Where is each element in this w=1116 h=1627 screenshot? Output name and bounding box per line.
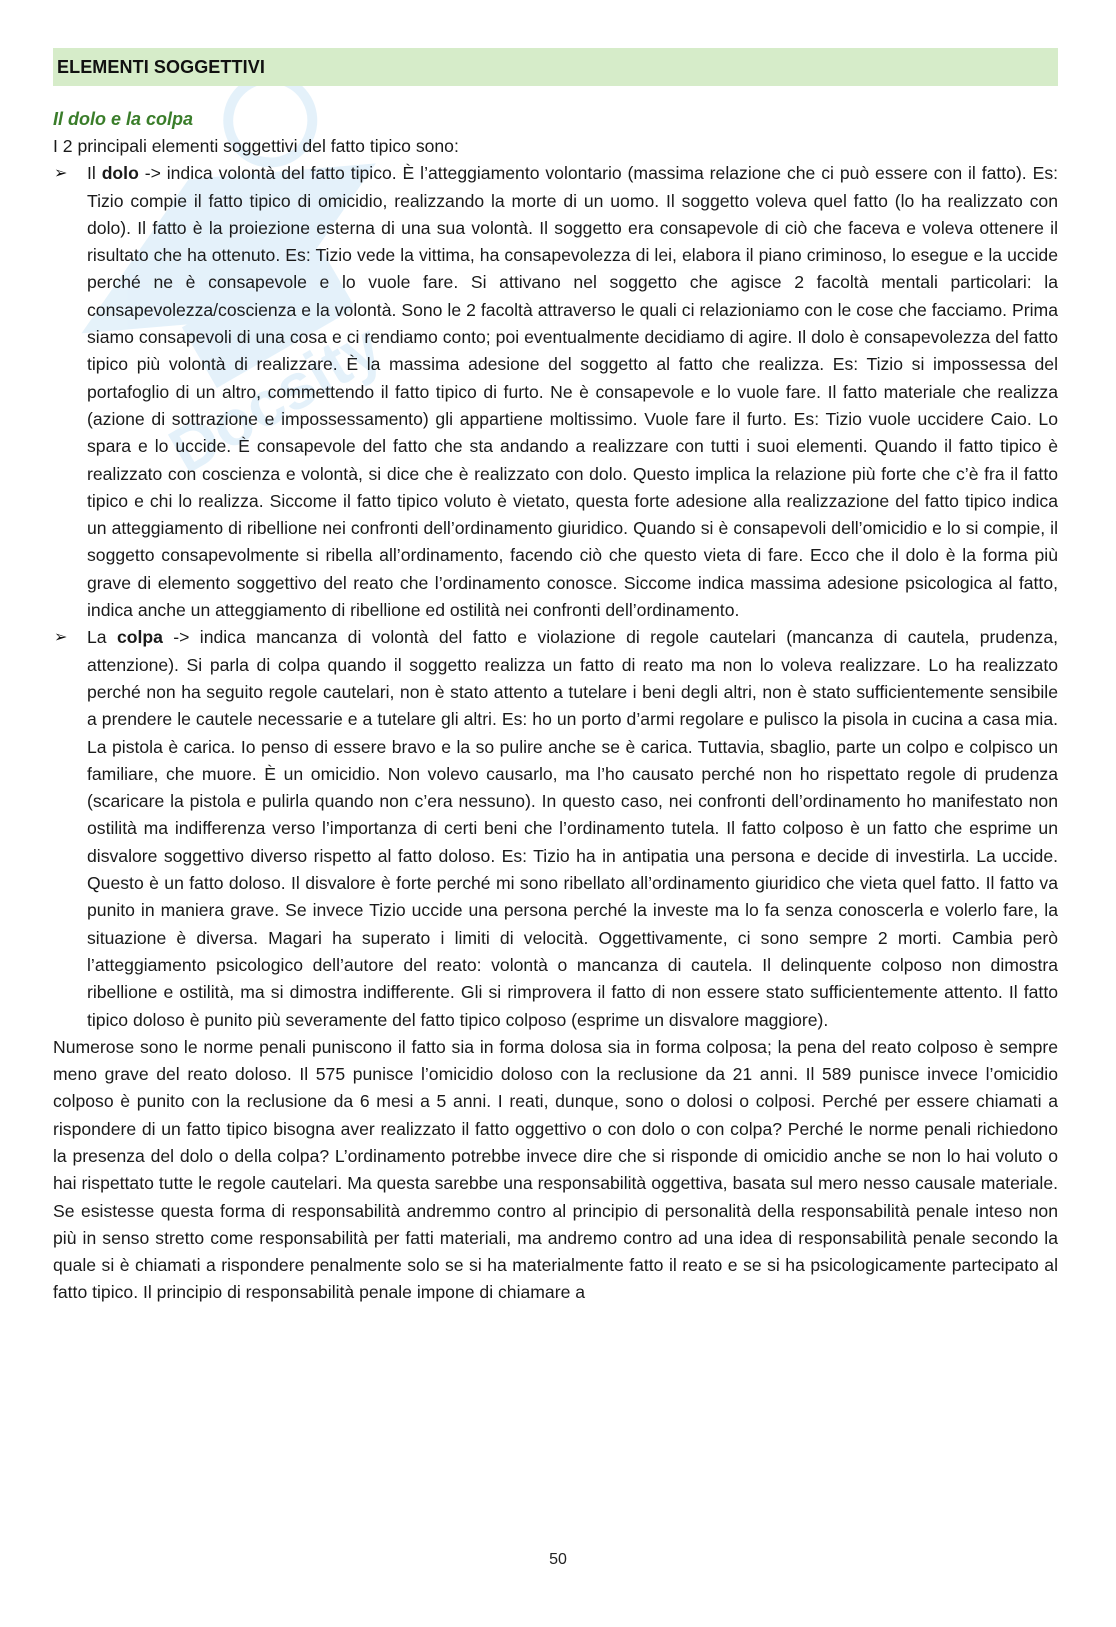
bullet-prefix: La (87, 627, 117, 648)
watermark-text: Docsity (157, 309, 394, 488)
bullet-term: dolo (101, 163, 139, 184)
arrow-bullet-icon: ➢ (54, 165, 68, 183)
bullet-list (53, 160, 1058, 1034)
arrow-bullet-icon: ➢ (54, 629, 68, 647)
subheading: Il dolo e la colpa (53, 109, 194, 129)
closing-paragraph: Numerose sono le norme penali puniscono il fatto sia in forma dolosa sia in forma colposa; la pena del reato colposo è sempre meno grave del reato doloso. Il 575 punisce l’omicidio doloso con la reclusione da 21 anni. Il 589 punisce invece l’omicidio colposo è punito con la reclusione da 6 mesi a 5 anni. I reati, dunque, sono o dolosi o colposi. Perché per essere chiamati a rispondere di un fatto tipico bisogna aver realizzato il fatto oggettivo o con dolo o con colpa? Perché le norme penali richiedono la presenza del dolo o della colpa? L’ordinamento potrebbe invece dire che si risponde di omicidio anche se non lo hai voluto o hai rispettato tutte le regole cautelari. Ma questa sarebbe una responsabilità oggettiva, basata sul mero nesso causale materiale. Se esistesse questa forma di responsabilità andremmo contro al principio di personalità della responsabilità penale inteso non più in senso stretto come responsabilità per fatti materiali, ma andremo contro ad una idea di responsabilità penale secondo la quale si è chiamati a rispondere penalmente solo se si ha materialmente fatto il reato e se si ha psicologicamente partecipato al fatto tipico. Il principio di responsabilità penale impone di chiamare a (53, 1036, 1058, 1303)
page-content (0, 48, 1116, 1307)
page-number: 50 (549, 1551, 567, 1568)
bullet-term: colpa (116, 627, 163, 648)
section-header (53, 48, 1058, 86)
bullet-prefix: Il (87, 163, 102, 184)
intro-text: I 2 principali elementi soggettivi del fatto tipico sono: (53, 136, 459, 156)
bullet-item-colpa (53, 624, 1058, 1033)
bullet-item-dolo (53, 160, 1058, 624)
bullet-text: -> indica volontà del fatto tipico. È l’atteggiamento volontario (massima relazione che ci può essere con il fatto). Es: Tizio compie il fatto tipico di omicidio, realizzando la morte di un uomo. Il soggetto voleva quel fatto (lo ha realizzato con dolo). Il fatto è la proiezione esterna di una sua volontà. Il soggetto era consapevole di ciò che faceva e voleva ottenere il risultato che ha ottenuto. Es: Tizio vede la vittima, ha consapevolezza di lei, elabora il piano criminoso, lo esegue e la uccide perché ne è consapevole e lo vuole fare. Si attivano nel soggetto che agisce 2 facoltà mentali particolari: la consapevolezza/coscienza e la volontà. Sono le 2 facoltà attraverso le quali ci relazioniamo con le cose che facciamo. Prima siamo consapevoli di una cosa e ci rendiamo conto; poi eventualmente decidiamo di agire. Il dolo è consapevolezza del fatto tipico più volontà di realizzare. È la massima adesione del soggetto al fatto che realizza. Es: Tizio si impossessa del portafoglio di un altro, commettendo il fatto tipico di furto. Ne è consapevole e lo vuole fare. Il fatto materiale che realizza (azione di sottrazione e impossessamento) gli appartiene moltissimo. Vuole fare il furto. Es: Tizio vuole uccidere Caio. Lo spara e lo uccide. È consapevole del fatto che sta andando a realizzare con tutti i suoi elementi. Quando il fatto tipico è realizzato con coscienza e volontà, si dice che è realizzato con dolo. Questo implica la relazione più forte che c’è fra il fatto tipico e chi lo realizza. Siccome il fatto tipico voluto è vietato, questa forte adesione alla realizzazione del fatto tipico indica un atteggiamento di ribellione nei confronti dell’ordinamento giuridico. Quando si è consapevoli dell’omicidio e lo si compie, il soggetto consapevolmente si ribella all’ordinamento, facendo ciò che questo vieta di fare. Ecco che il dolo è la forma più grave di elemento soggettivo del reato che l’ordinamento conosce. Siccome indica massima adesione psicologica al fatto, indica anche un atteggiamento di ribellione ed ostilità nei confronti dell’ordinamento. (87, 163, 1058, 621)
section-title: ELEMENTI SOGGETTIVI (57, 56, 265, 77)
bullet-text: -> indica mancanza di volontà del fatto e violazione di regole cautelari (mancanza di cautela, prudenza, attenzione). Si parla di colpa quando il soggetto realizza un fatto di reato ma non lo voleva realizzare. Lo ha realizzato perché non ha seguito regole cautelari, non è stato attento a tutelare i beni degli altri, non è stato sufficientemente sensibile a prendere le cautele necessarie e a tutelare gli altri. Es: ho un porto d’armi regolare e pulisco la pisola in cucina a casa mia. La pistola è carica. Io penso di essere bravo e la so pulire anche se è carica. Tuttavia, sbaglio, parte un colpo e colpisco un familiare, che muore. È un omicidio. Non volevo causarlo, ma l’ho causato perché non ho rispettato regole di prudenza (scaricare la pistola e pulirla quando non c’era nessuno). In questo caso, nei confronti dell’ordinamento ho manifestato non ostilità ma indifferenza verso l’importanza di certi beni che l’ordinamento tutela. Il fatto colposo è un fatto che esprime un disvalore soggettivo diverso rispetto al fatto doloso. Es: Tizio ha in antipatia una persona e decide di investirla. La uccide. Questo è un fatto doloso. Il disvalore è forte perché mi sono ribellato all’ordinamento giuridico che vieta quel fatto. Il fatto va punito in maniera grave. Se invece Tizio uccide una persona perché la investe ma lo fa senza conoscerla e volerlo fare, la situazione è diversa. Magari ha superato i limiti di velocità. Oggettivamente, ci sono sempre 2 morti. Cambia però l’atteggiamento psicologico dell’autore del reato: volontà o mancanza di cautela. Il delinquente colposo non dimostra ribellione e ostilità, ma si dimostra indifferente. Gli si rimprovera il fatto di non essere stato sufficientemente attento. Il fatto tipico doloso è punito più severamente del fatto tipico colposo (esprime un disvalore maggiore). (87, 627, 1058, 1030)
